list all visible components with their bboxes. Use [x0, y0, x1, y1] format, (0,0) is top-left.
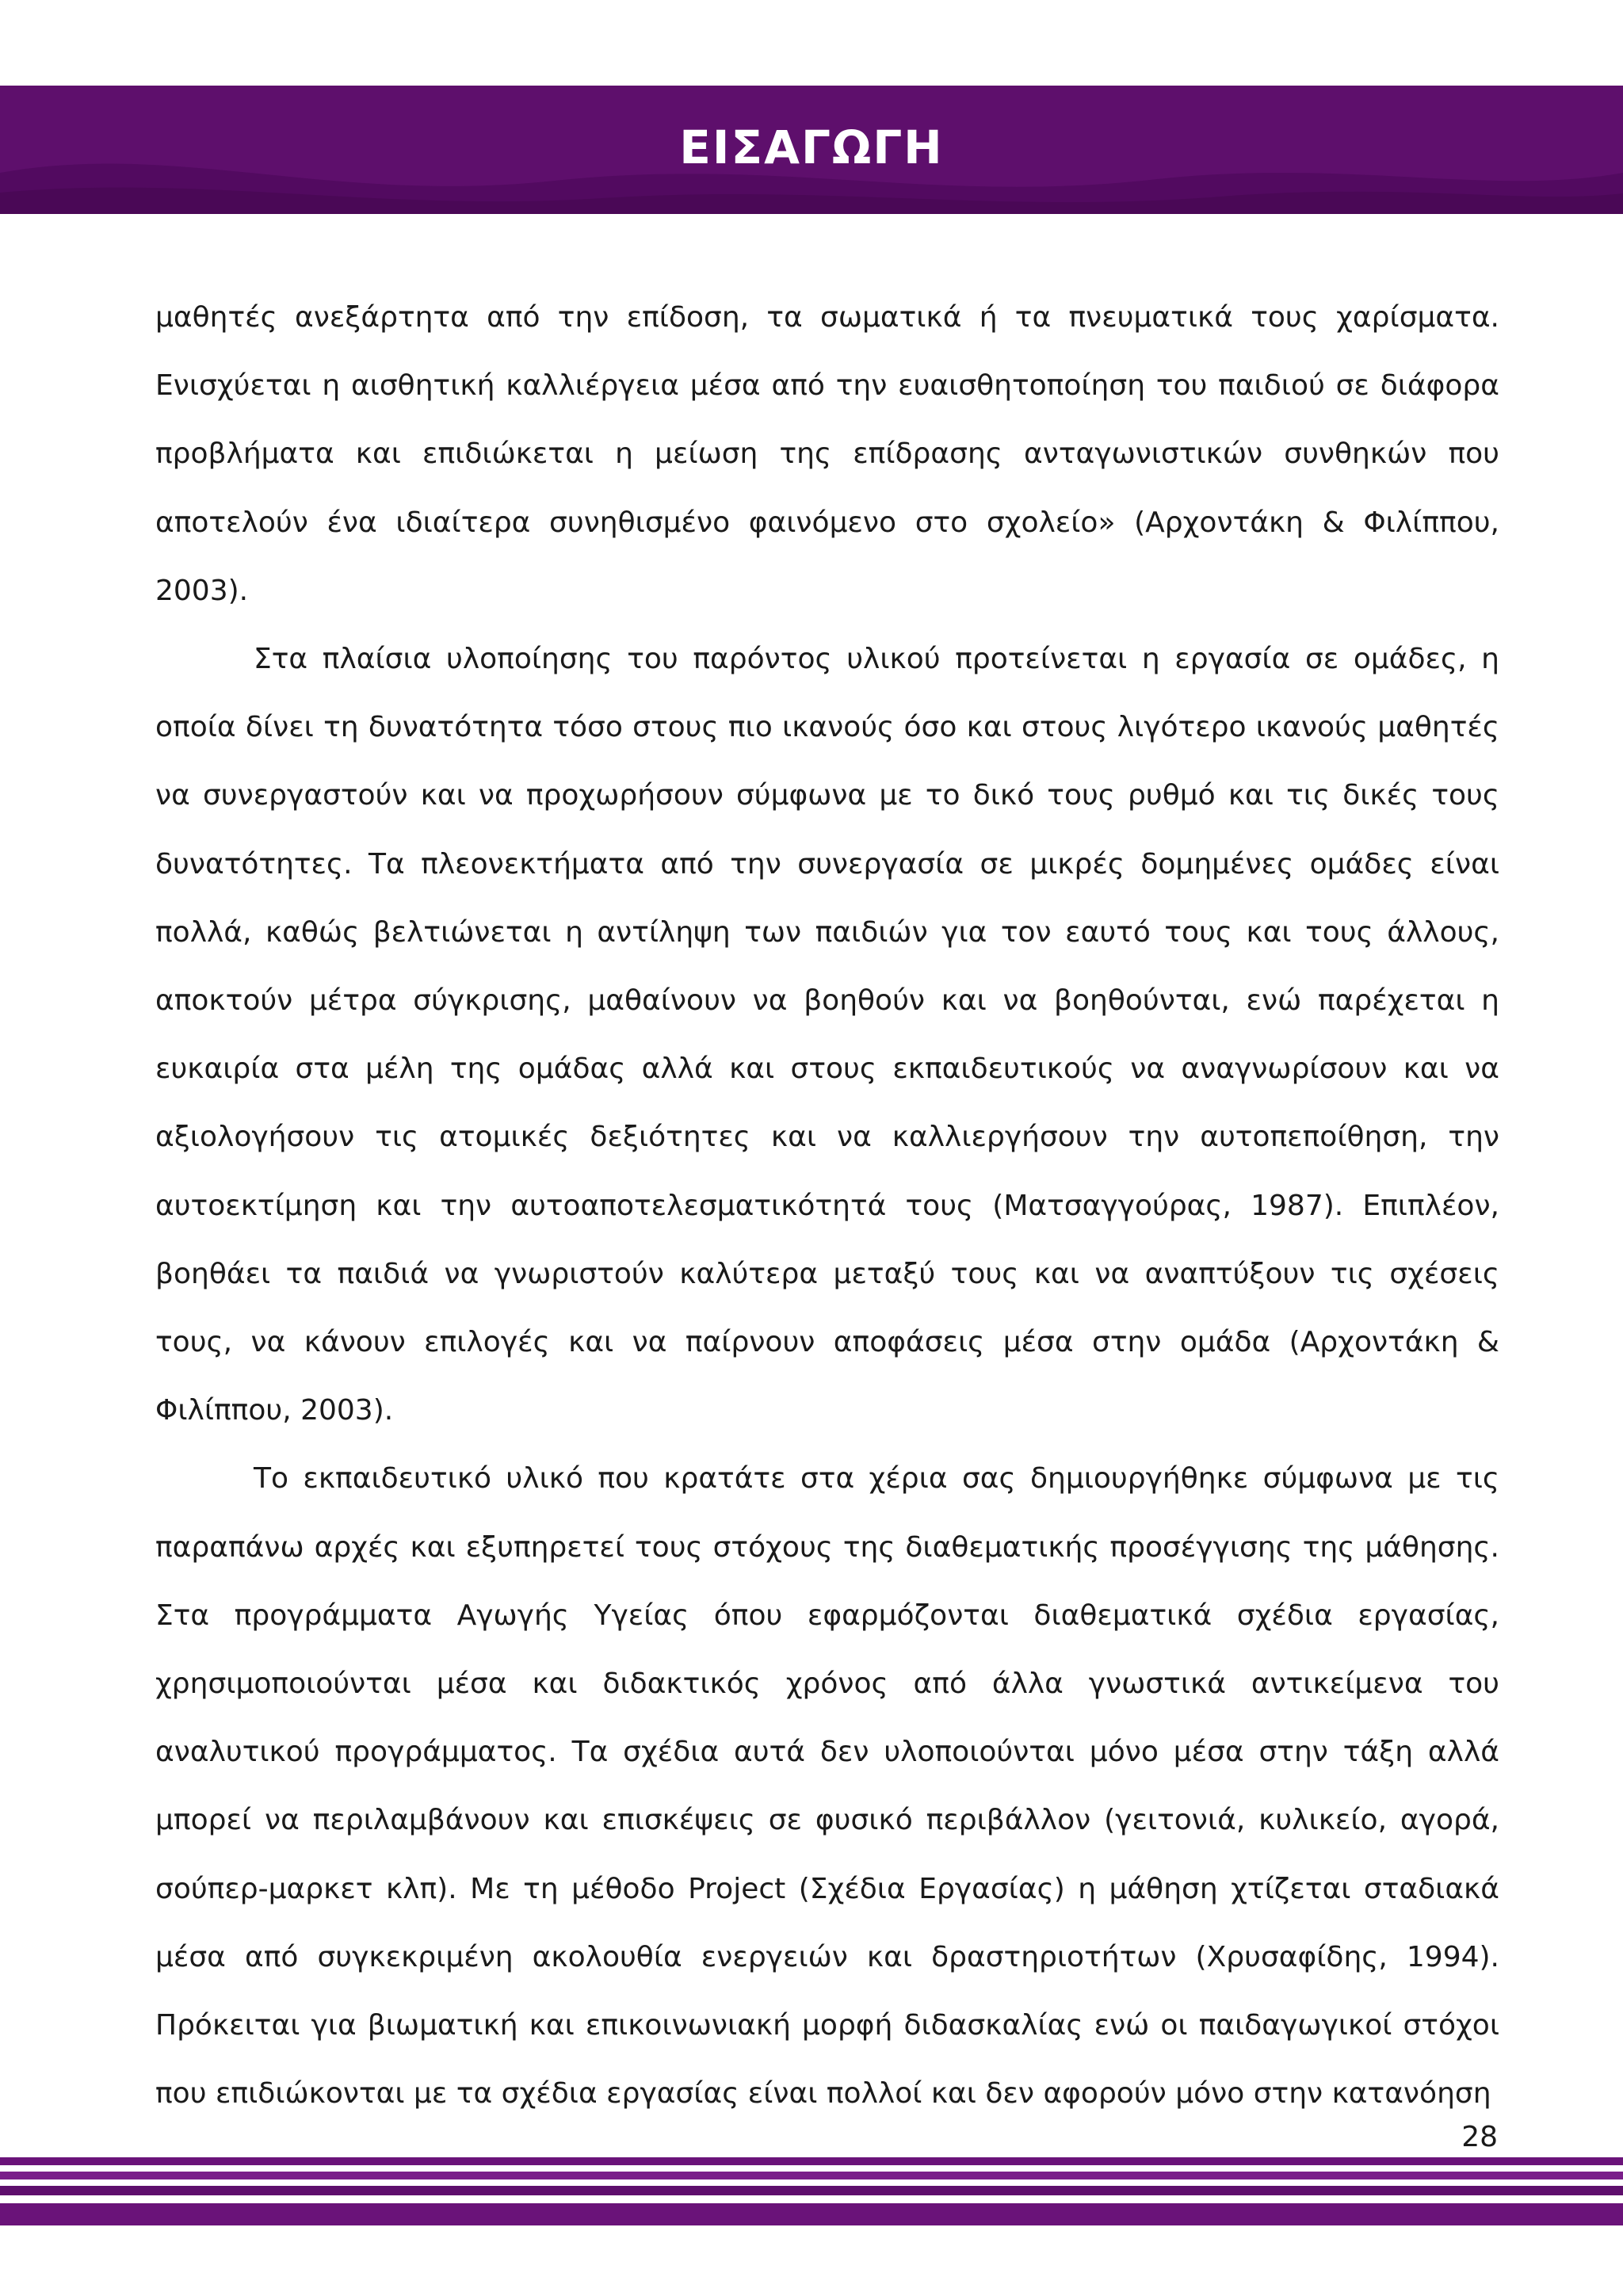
- footer-stripes: [0, 2157, 1623, 2237]
- footer-stripe-4: [0, 2203, 1623, 2225]
- footer-stripe-3: [0, 2186, 1623, 2195]
- paragraph-3: Το εκπαιδευτικό υλικό που κρατάτε στα χέρια σας δημιουργήθηκε σύμφωνα με τις παραπάνω αρχές και εξυπηρετεί τους στόχους της διαθεματικής προσέγγισης της μάθησης. Στα προγράμματα Αγωγής Υγείας όπου εφαρμόζονται διαθεματικά σχέδια εργασίας, χρησιμοποιούνται μέσα και διδακτικός χρόνος από άλλα γνωστικά αντικείμενα του αναλυτικού προγράμματος. Τα σχέδια αυτά δεν υλοποιούνται μόνο μέσα στην τάξη αλλά μπορεί να περιλαμβάνουν και επισκέψεις σε φυσικό περιβάλλον (γειτονιά, κυλικείο, αγορά, σούπερ-μαρκετ κλπ). Με τη μέθοδο Project (Σχέδια Εργασίας) η μάθηση χτίζεται σταδιακά μέσα από συγκεκριμένη ακολουθία ενεργειών και δραστηριοτήτων (Χρυσαφίδης, 1994). Πρόκειται για βιωματική και επικοινωνιακή μορφή διδασκαλίας ενώ οι παιδαγωγικοί στόχοι που επιδιώκονται με τα σχέδια εργασίας είναι πολλοί και δεν αφορούν μόνο στην κατανόηση: [155, 1462, 1499, 2111]
- paragraph-2: Στα πλαίσια υλοποίησης του παρόντος υλικού προτείνεται η εργασία σε ομάδες, η οποία δίνει τη δυνατότητα τόσο στους πιο ικανούς όσο και στους λιγότερο ικανούς μαθητές να συνεργαστούν και να προχωρήσουν σύμφωνα με το δικό τους ρυθμό και τις δικές τους δυνατότητες. Τα πλεονεκτήματα από την συνεργασία σε μικρές δομημένες ομάδες είναι πολλά, καθώς βελτιώνεται η αντίληψη των παιδιών για τον εαυτό τους και τους άλλους, αποκτούν μέτρα σύγκρισης, μαθαίνουν να βοηθούν και να βοηθούνται, ενώ παρέχεται η ευκαιρία στα μέλη της ομάδας αλλά και στους εκπαιδευτικούς να αναγνωρίσουν και να αξιολογήσουν τις ατομικές δεξιότητες και να καλλιεργήσουν την αυτοπεποίθηση, την αυτοεκτίμηση και την αυτοαποτελεσματικότητά τους (Ματσαγγούρας, 1987). Επιπλέον, βοηθάει τα παιδιά να γνωριστούν καλύτερα μεταξύ τους και να αναπτύξουν τις σχέσεις τους, να κάνουν επιλογές και να παίρνουν αποφάσεις μέσα στην ομάδα (Αρχοντάκη & Φιλίππου, 2003).: [155, 643, 1499, 1427]
- footer-stripe-1: [0, 2157, 1623, 2165]
- footer-stripe-2: [0, 2172, 1623, 2179]
- page-number: 28: [1461, 2121, 1498, 2153]
- document-body: [155, 284, 1499, 2128]
- page-title: ΕΙΣΑΓΩΓΗ: [679, 120, 944, 174]
- paragraph-1: μαθητές ανεξάρτητα από την επίδοση, τα σωματικά ή τα πνευματικά τους χαρίσματα. Ενισχύεται η αισθητική καλλιέργεια μέσα από την ευαισθητοποίηση του παιδιού σε διάφορα προβλήματα και επιδιώκεται η μείωση της επίδρασης ανταγωνιστικών συνθηκών που αποτελούν ένα ιδιαίτερα συνηθισμένο φαινόμενο στο σχολείο» (Αρχοντάκη & Φιλίππου, 2003).: [155, 301, 1499, 607]
